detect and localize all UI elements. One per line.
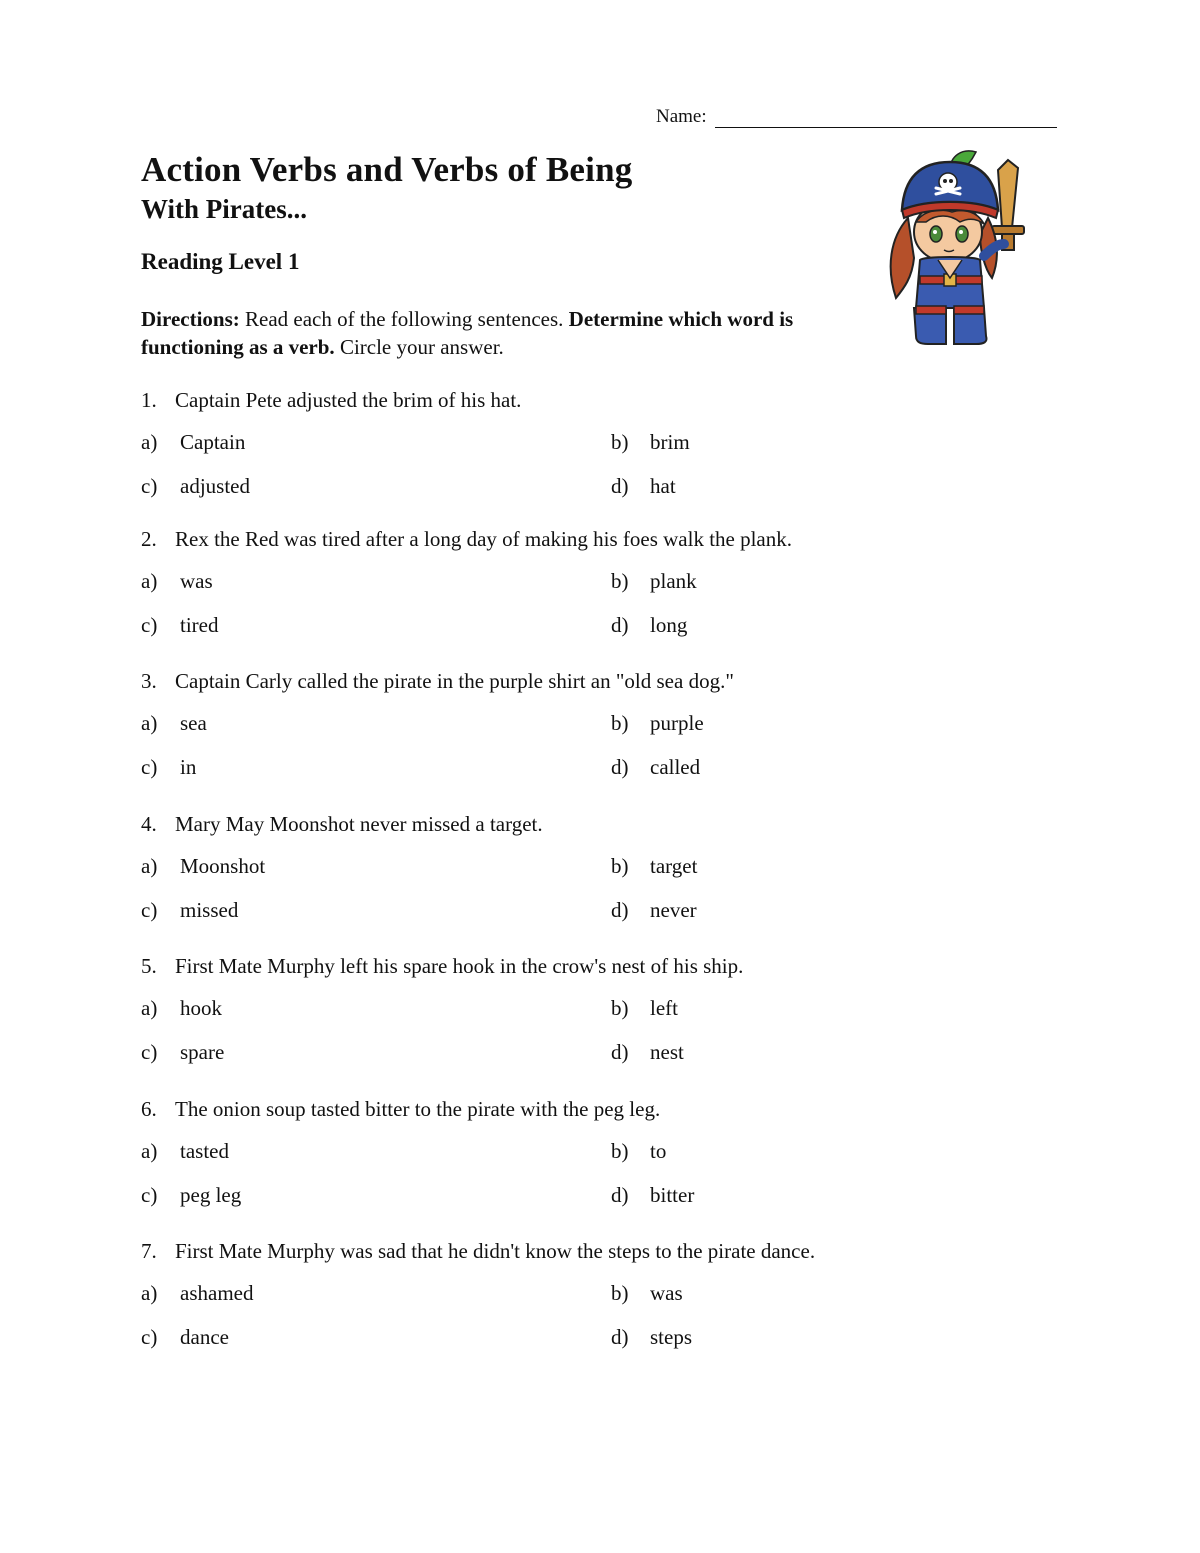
- question-1: [141, 388, 521, 413]
- worksheet-subtitle: With Pirates...: [141, 194, 307, 224]
- question-text: Mary May Moonshot never missed a target.: [175, 812, 543, 836]
- worksheet-title: Action Verbs and Verbs of Being: [141, 150, 633, 189]
- option-text: adjusted: [180, 474, 250, 498]
- name-blank-line[interactable]: [715, 107, 1057, 128]
- option-text: dance: [180, 1325, 229, 1349]
- answer-option[interactable]: [141, 996, 222, 1021]
- answer-option[interactable]: [141, 569, 213, 594]
- option-letter: d): [611, 755, 629, 779]
- question-7: [141, 1239, 815, 1264]
- option-text: bitter: [650, 1183, 695, 1207]
- option-letter: b): [611, 1281, 629, 1305]
- question-number: 6.: [141, 1097, 157, 1121]
- answer-option[interactable]: [611, 613, 687, 638]
- option-text: called: [650, 755, 701, 779]
- reading-level: Reading Level 1: [141, 249, 300, 274]
- question-number: 7.: [141, 1239, 157, 1263]
- option-letter: a): [141, 1139, 158, 1163]
- option-letter: d): [611, 1325, 629, 1349]
- option-letter: d): [611, 1183, 629, 1207]
- option-text: hat: [650, 474, 676, 498]
- option-text: spare: [180, 1040, 225, 1064]
- answer-option[interactable]: [611, 474, 676, 499]
- option-text: sea: [180, 711, 207, 735]
- question-text: The onion soup tasted bitter to the pirate with the peg leg.: [175, 1097, 661, 1121]
- question-6: [141, 1097, 660, 1122]
- option-letter: c): [141, 613, 158, 637]
- option-letter: a): [141, 1281, 158, 1305]
- option-text: target: [650, 854, 698, 878]
- answer-option[interactable]: [611, 996, 678, 1021]
- option-text: purple: [650, 711, 704, 735]
- question-number: 5.: [141, 954, 157, 978]
- option-text: peg leg: [180, 1183, 242, 1207]
- answer-option[interactable]: [141, 711, 207, 736]
- option-text: Moonshot: [180, 854, 266, 878]
- question-text: First Mate Murphy left his spare hook in the crow's nest of his ship.: [175, 954, 744, 978]
- directions: [141, 305, 821, 361]
- option-text: was: [180, 569, 213, 593]
- answer-option[interactable]: [141, 613, 218, 638]
- answer-option[interactable]: [141, 898, 238, 923]
- directions-bold-text: Determine which word is functioning as a verb.: [141, 307, 794, 359]
- answer-option[interactable]: [141, 1183, 241, 1208]
- answer-option[interactable]: [611, 711, 704, 736]
- option-text: hook: [180, 996, 222, 1020]
- option-letter: a): [141, 854, 158, 878]
- question-4: [141, 812, 543, 837]
- answer-option[interactable]: [611, 1281, 683, 1306]
- directions-text-1: Read each of the following sentences.: [239, 307, 569, 331]
- answer-option[interactable]: [141, 1040, 224, 1065]
- answer-option[interactable]: [611, 1183, 694, 1208]
- option-text: missed: [180, 898, 239, 922]
- answer-option[interactable]: [611, 1325, 692, 1350]
- option-letter: b): [611, 1139, 629, 1163]
- answer-option[interactable]: [141, 1139, 229, 1164]
- option-text: Captain: [180, 430, 246, 454]
- option-letter: d): [611, 474, 629, 498]
- option-text: steps: [650, 1325, 692, 1349]
- question-text: Captain Carly called the pirate in the purple shirt an "old sea dog.": [175, 669, 734, 693]
- option-letter: d): [611, 1040, 629, 1064]
- question-text: Rex the Red was tired after a long day of making his foes walk the plank.: [175, 527, 792, 551]
- option-text: left: [650, 996, 678, 1020]
- option-letter: c): [141, 1040, 158, 1064]
- option-text: brim: [650, 430, 690, 454]
- option-letter: a): [141, 569, 158, 593]
- option-letter: c): [141, 474, 158, 498]
- option-text: in: [180, 755, 197, 779]
- option-text: ashamed: [180, 1281, 254, 1305]
- question-5: [141, 954, 743, 979]
- option-letter: c): [141, 1183, 158, 1207]
- answer-option[interactable]: [141, 474, 250, 499]
- answer-option[interactable]: [141, 1325, 229, 1350]
- answer-option[interactable]: [611, 854, 697, 879]
- option-text: never: [650, 898, 697, 922]
- option-letter: b): [611, 996, 629, 1020]
- option-text: was: [650, 1281, 683, 1305]
- question-number: 4.: [141, 812, 157, 836]
- option-text: long: [650, 613, 688, 637]
- option-text: to: [650, 1139, 667, 1163]
- directions-text-2: Circle your answer.: [334, 335, 504, 359]
- option-letter: b): [611, 430, 629, 454]
- pirate-girl-illustration-icon: [880, 148, 1030, 348]
- name-label: Name:: [656, 106, 707, 127]
- option-letter: b): [611, 854, 629, 878]
- question-number: 3.: [141, 669, 157, 693]
- question-number: 2.: [141, 527, 157, 551]
- option-letter: a): [141, 711, 158, 735]
- option-letter: d): [611, 613, 629, 637]
- directions-label: Directions:: [141, 307, 240, 331]
- option-letter: a): [141, 996, 158, 1020]
- answer-option[interactable]: [611, 1040, 684, 1065]
- option-letter: c): [141, 755, 158, 779]
- answer-option[interactable]: [141, 1281, 253, 1306]
- name-field[interactable]: [656, 106, 1057, 128]
- option-letter: c): [141, 898, 158, 922]
- answer-option[interactable]: [141, 854, 265, 879]
- option-text: plank: [650, 569, 697, 593]
- question-2: [141, 527, 792, 552]
- option-text: nest: [650, 1040, 684, 1064]
- option-text: tired: [180, 613, 219, 637]
- answer-option[interactable]: [611, 898, 697, 923]
- answer-option[interactable]: [141, 755, 196, 780]
- option-letter: b): [611, 711, 629, 735]
- answer-option[interactable]: [611, 1139, 666, 1164]
- answer-option[interactable]: [611, 569, 697, 594]
- answer-option[interactable]: [611, 430, 690, 455]
- option-text: tasted: [180, 1139, 229, 1163]
- question-text: Captain Pete adjusted the brim of his hat.: [175, 388, 522, 412]
- option-letter: a): [141, 430, 158, 454]
- question-3: [141, 669, 734, 694]
- question-text: First Mate Murphy was sad that he didn't know the steps to the pirate dance.: [175, 1239, 816, 1263]
- answer-option[interactable]: [611, 755, 700, 780]
- question-number: 1.: [141, 388, 157, 412]
- option-letter: c): [141, 1325, 158, 1349]
- option-letter: d): [611, 898, 629, 922]
- option-letter: b): [611, 569, 629, 593]
- answer-option[interactable]: [141, 430, 245, 455]
